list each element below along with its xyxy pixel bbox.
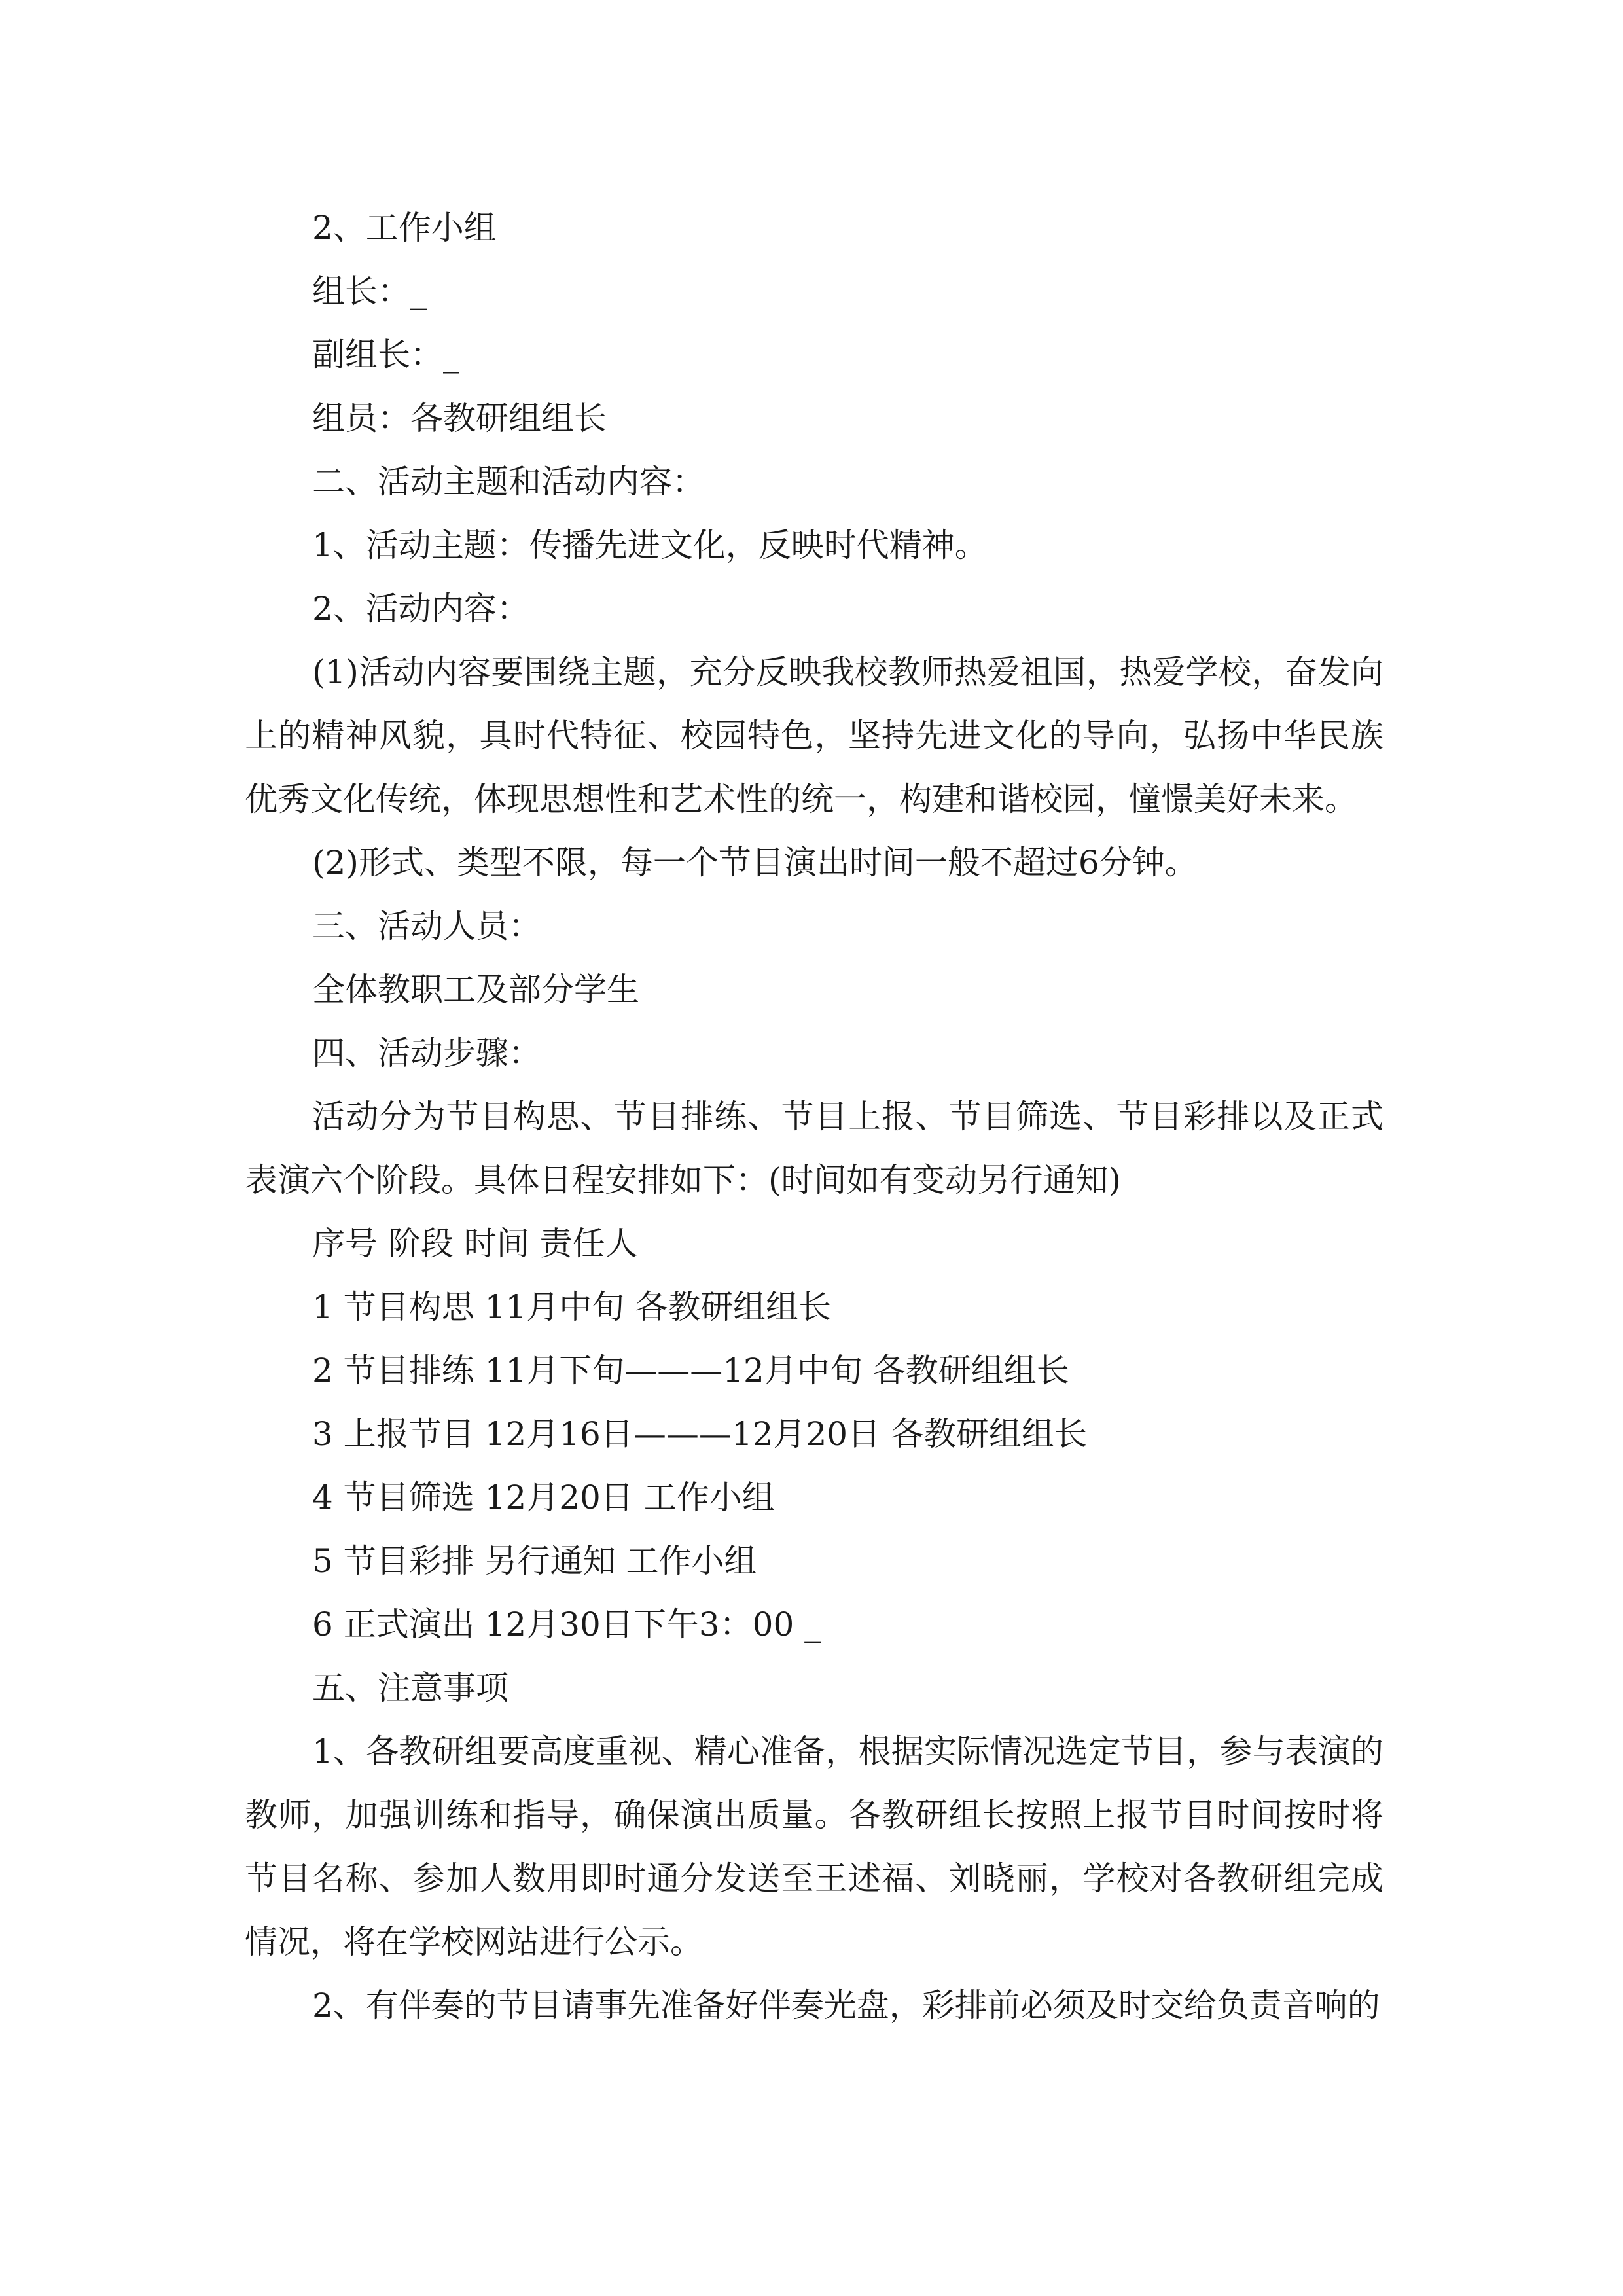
- heading-notes: 五、注意事项: [312, 1669, 508, 1707]
- document-body: [245, 196, 1383, 2037]
- notes-paragraph-1: 1、各教研组要高度重视、精心准备，根据实际情况选定节目，参与表演的教师，加强训练和指导，确保演出质量。各教研组长按照上报节目时间按时将节目名称、参加人数用即时通分发送至王述福、刘晓丽，学校对各教研组完成情况，将在学校网站进行公示。: [245, 1732, 1383, 1961]
- heading-steps: 四、活动步骤：: [312, 1034, 541, 1072]
- deputy-group-leader: 副组长：_: [312, 336, 459, 374]
- participants: 全体教职工及部分学生: [312, 971, 639, 1009]
- schedule-header: 序号 阶段 时间 责任人: [312, 1225, 638, 1263]
- heading-participants: 三、活动人员：: [312, 907, 541, 945]
- steps-paragraph: 活动分为节目构思、节目排练、节目上报、节目筛选、节目彩排以及正式表演六个阶段。具体日程安排如下：(时间如有变动另行通知): [245, 1098, 1383, 1199]
- schedule-row: 6 正式演出 12月30日下午3：00 _: [312, 1605, 821, 1643]
- content-paragraph-2: (2)形式、类型不限，每一个节目演出时间一般不超过6分钟。: [312, 844, 1198, 882]
- notes-paragraph-2: 2、有伴奏的节目请事先准备好伴奏光盘，彩排前必须及时交给负责音响的: [312, 1986, 1380, 2024]
- heading-theme-content: 二、活动主题和活动内容：: [312, 463, 705, 501]
- group-members: 组员：各教研组组长: [312, 399, 607, 437]
- schedule-row: 2 节目排练 11月下旬———12月中旬 各教研组组长: [312, 1352, 1069, 1390]
- schedule-row: 3 上报节目 12月16日———12月20日 各教研组组长: [312, 1415, 1087, 1453]
- content-paragraph-1: (1)活动内容要围绕主题，充分反映我校教师热爱祖国，热爱学校，奋发向上的精神风貌，具时代特征、校园特色，坚持先进文化的导向，弘扬中华民族优秀文化传统，体现思想性和艺术性的统一，构建和谐校园，憧憬美好未来。: [245, 653, 1383, 818]
- schedule-row: 4 节目筛选 12月20日 工作小组: [312, 1479, 775, 1516]
- schedule-row: 5 节目彩排 另行通知 工作小组: [312, 1542, 757, 1580]
- section-working-group: 2、工作小组: [312, 209, 497, 247]
- schedule-row: 1 节目构思 11月中旬 各教研组组长: [312, 1288, 832, 1326]
- activity-content-heading: 2、活动内容：: [312, 590, 529, 628]
- group-leader: 组长：_: [312, 272, 427, 310]
- activity-theme: 1、活动主题：传播先进文化，反映时代精神。: [312, 526, 988, 564]
